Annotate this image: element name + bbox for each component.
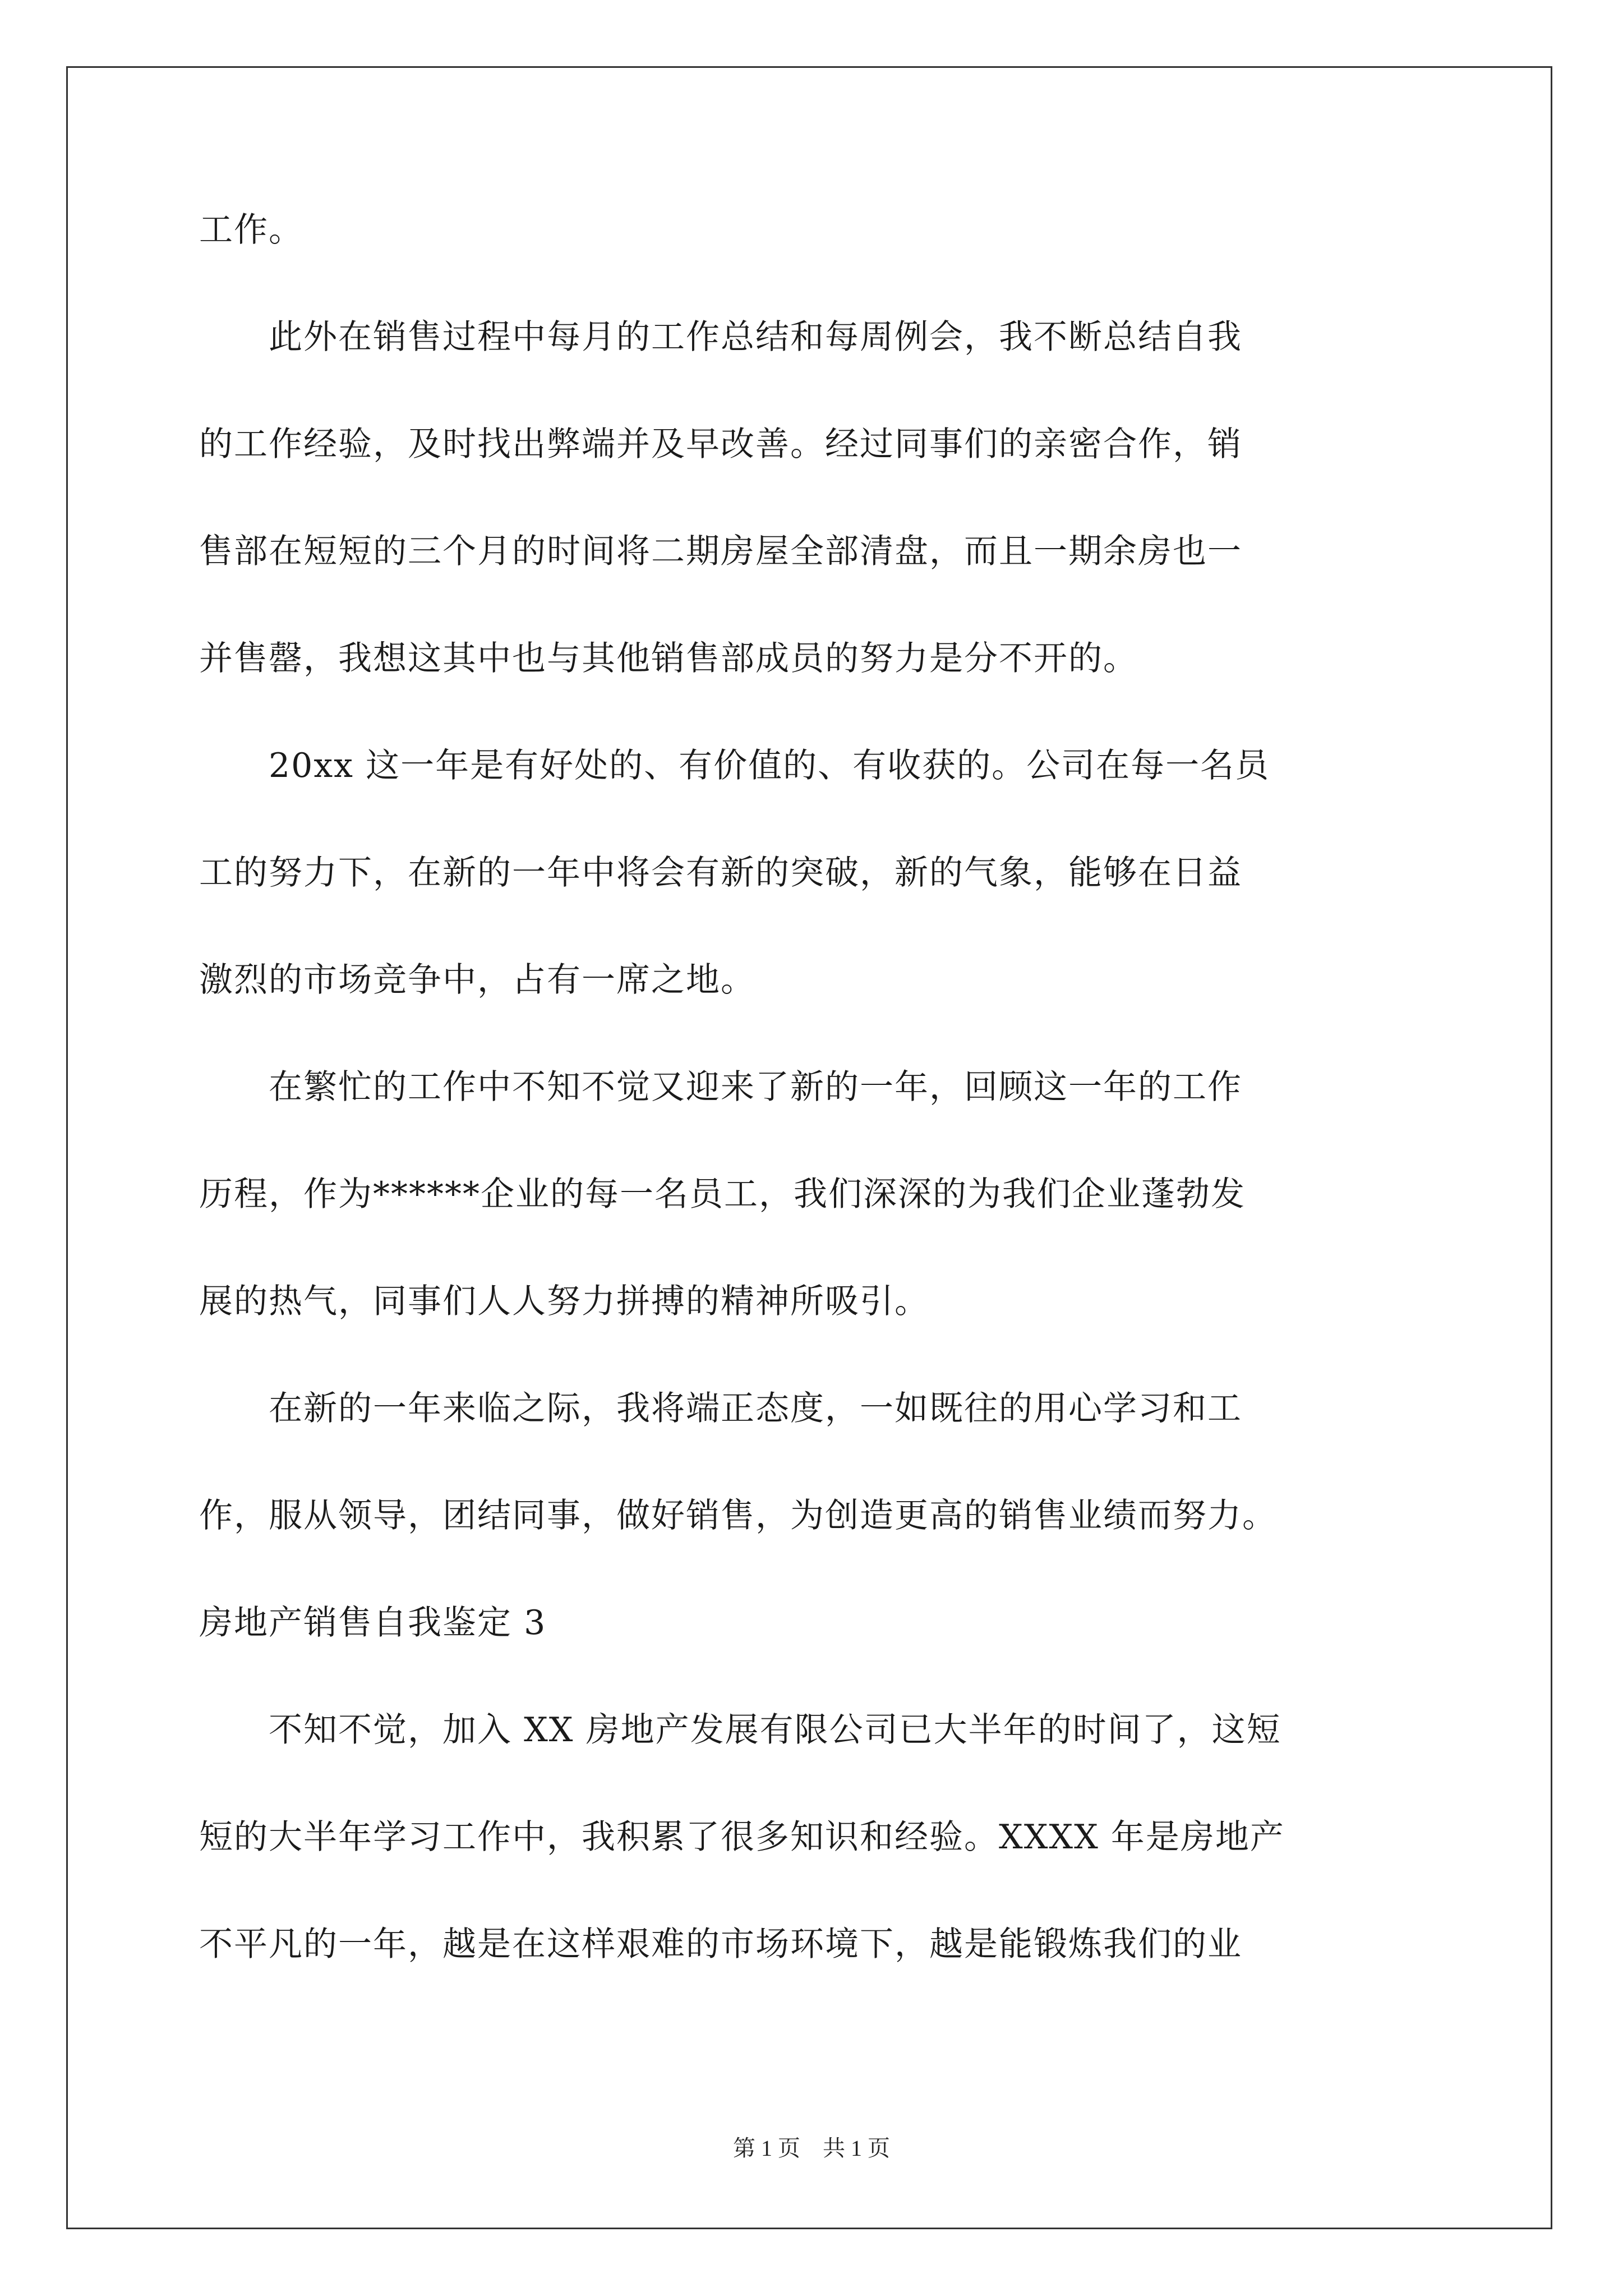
text-line: 在繁忙的工作中不知不觉又迎来了新的一年，回顾这一年的工作 xyxy=(199,1068,1242,1107)
text-line: 不知不觉，加入 XX 房地产发展有限公司已大半年的时间了，这短 xyxy=(199,1710,1281,1750)
document-body xyxy=(199,210,1433,2035)
page-number: 第 1 页 共 1 页 xyxy=(733,2136,890,2161)
text-line: 展的热气，同事们人人努力拼搏的精神所吸引。 xyxy=(199,1282,929,1321)
text-line: 工作。 xyxy=(199,210,303,250)
text-line: 20xx 这一年是有好处的、有价值的、有收获的。公司在每一名员 xyxy=(199,746,1270,785)
text-line: 此外在销售过程中每月的工作总结和每周例会，我不断总结自我 xyxy=(199,318,1242,357)
text-line: 工的努力下，在新的一年中将会有新的突破，新的气象，能够在日益 xyxy=(199,853,1242,892)
text-line: 短的大半年学习工作中，我积累了很多知识和经验。XXXX 年是房地产 xyxy=(199,1818,1285,1857)
text-line: 并售罄，我想这其中也与其他销售部成员的努力是分不开的。 xyxy=(199,639,1138,678)
text-line: 售部在短短的三个月的时间将二期房屋全部清盘，而且一期余房也一 xyxy=(199,532,1242,571)
text-line: 的工作经验，及时找出弊端并及早改善。经过同事们的亲密合作，销 xyxy=(199,425,1242,464)
text-line: 历程，作为******企业的每一名员工，我们深深的为我们企业蓬勃发 xyxy=(199,1175,1246,1214)
section-heading: 房地产销售自我鉴定 3 xyxy=(199,1603,547,1642)
text-line: 作，服从领导，团结同事，做好销售，为创造更高的销售业绩而努力。 xyxy=(199,1496,1277,1535)
text-line: 激烈的市场竞争中，占有一席之地。 xyxy=(199,960,755,1000)
text-line: 在新的一年来临之际，我将端正态度，一如既往的用心学习和工 xyxy=(199,1389,1242,1428)
text-line: 不平凡的一年，越是在这样艰难的市场环境下，越是能锻炼我们的业 xyxy=(199,1925,1242,1964)
